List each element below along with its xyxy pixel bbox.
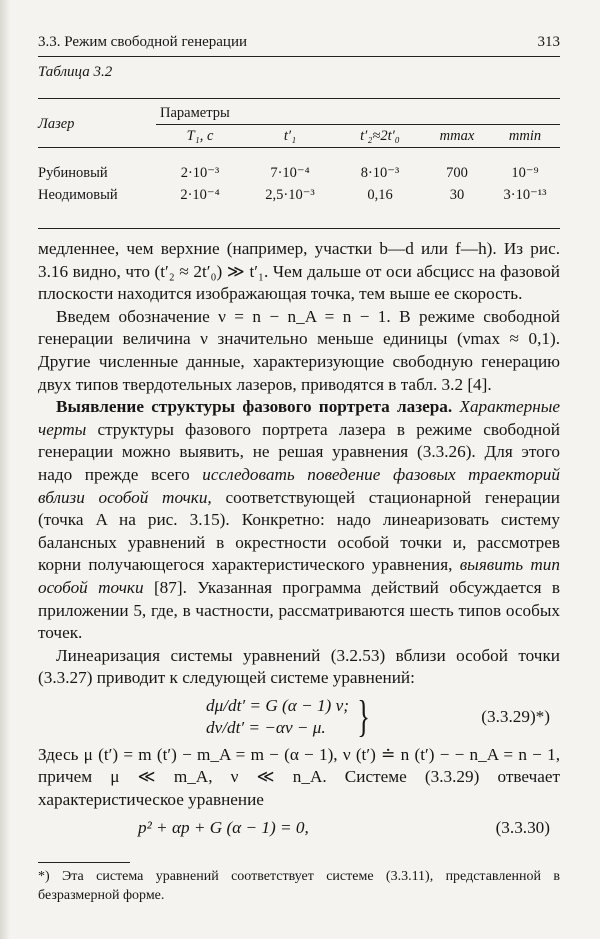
equation-line-1: dμ/dt′ = G (α − 1) ν; — [206, 695, 349, 715]
emph-2: исследовать поведение фазовых траекторий вблизи особой точки, — [38, 464, 560, 507]
cell-t2p: 8·10⁻³ — [360, 164, 400, 181]
characteristic-equation — [38, 817, 560, 840]
cell-mmax: 700 — [446, 164, 468, 181]
cell-t1p: 7·10⁻⁴ — [270, 164, 310, 181]
table-spacer — [38, 148, 560, 163]
cell-t1: 2·10⁻³ — [180, 164, 220, 181]
emph-3: выявить тип особой точки — [38, 555, 560, 597]
col-t2p: t′₂≈2t′₀ — [360, 127, 400, 144]
paragraph-4: Линеаризация системы уравнений (3.2.53) вблизи особой точки (3.3.27) приводит к следующей системе уравнений: — [38, 645, 560, 688]
book-page — [38, 0, 560, 939]
section-title: 3.3. Режим свободной генерации — [38, 34, 247, 50]
cell-mmin: 3·10⁻¹³ — [503, 186, 547, 203]
footnote-rule — [38, 862, 130, 863]
equation-lines — [206, 695, 349, 739]
col-mmin: mmin — [508, 127, 542, 144]
paragraph-1: медленнее, чем верхние (например, участки b—d или f—h). Из рис. 3.16 видно, что (t′₂ ≈ 2t′₀) ≫ t′₁. Чем дальше от оси абсцисс на фазовой плоскости находится изображающая точка, тем выше ее скорость. — [38, 239, 560, 304]
body-text — [38, 238, 560, 844]
col-group-params: Параметры — [156, 102, 560, 125]
table-bottom-rule — [38, 228, 560, 229]
cell-t1: 2·10⁻⁴ — [180, 186, 220, 203]
cell-t2p: 0,16 — [367, 186, 393, 203]
laser-parameters-table — [38, 102, 560, 206]
col-laser: Лазер — [38, 116, 75, 132]
cell-laser-name: Неодимовый — [38, 186, 118, 203]
table-header-row-1 — [38, 102, 560, 125]
equation-expression: p² + αp + G (α − 1) = 0, — [138, 817, 309, 837]
table-row — [38, 162, 560, 184]
text-2: соответствующей стационарной генерации (точка A на рис. 3.15). Конкретно: надо линеаризовать систему балансных уравнений в окрестности особой точки и, рассмотрев корни получающегося характеристического уравнения, — [38, 487, 560, 575]
col-mmax: mmax — [439, 127, 475, 144]
running-header — [38, 34, 560, 51]
footnote: *) Эта система уравнений соответствует системе (3.3.11), представленной в безразмерной форме. — [38, 869, 560, 903]
text-1: структуры фазового портрета лазера в режиме свободной генерации можно выявить, не решая уравнения (3.3.26). Для этого надо прежде всего — [38, 419, 560, 484]
equation-number-1: (3.3.29)*) — [481, 706, 550, 726]
paragraph-5: Здесь μ (t′) = m (t′) − m_A = m − (α − 1), ν (t′) ≐ n (t′) − − n_A = n − 1, причем μ ≪ m_A, ν ≪ n_A. Системе (3.3.29) отвечает характеристическое уравнение — [38, 744, 560, 810]
cell-mmin: 10⁻⁹ — [511, 164, 539, 181]
section-heading: Выявление структуры фазового портрета лазера. — [56, 397, 453, 417]
equation-line-2: dν/dt′ = −αν − μ. — [206, 717, 326, 737]
cell-t1p: 2,5·10⁻³ — [265, 186, 315, 203]
col-t1: T₁, с — [186, 127, 214, 144]
cell-mmax: 30 — [449, 186, 465, 203]
paragraph-3 — [38, 396, 560, 645]
equation-system — [38, 691, 560, 741]
table-top-rule — [38, 98, 560, 99]
right-brace-icon: } — [357, 691, 370, 741]
text-3: [87]. Указанная программа действий обсуждается в приложении 5, где, в частности, рассматриваются шесть типов особых точек. — [38, 577, 561, 643]
equation-number-2: (3.3.30) — [495, 817, 550, 837]
col-t1p: t′₁ — [283, 127, 297, 144]
table-row — [38, 184, 560, 206]
cell-laser-name: Рубиновый — [38, 164, 108, 181]
page-gutter-shadow — [0, 0, 10, 939]
header-rule — [38, 56, 560, 57]
emph-1: Характерные черты — [38, 397, 560, 439]
table-caption: Таблица 3.2 — [38, 64, 113, 80]
paragraph-2: Введем обозначение ν = n − n_A = n − 1. В режиме свободной генерации величина ν значительно меньше единицы (νmax ≈ 0,1). Другие численные данные, характеризующие свободную генерацию двух типов твердотельных лазеров, приводятся в табл. 3.2 [4]. — [38, 306, 560, 394]
page-number: 313 — [537, 34, 560, 50]
